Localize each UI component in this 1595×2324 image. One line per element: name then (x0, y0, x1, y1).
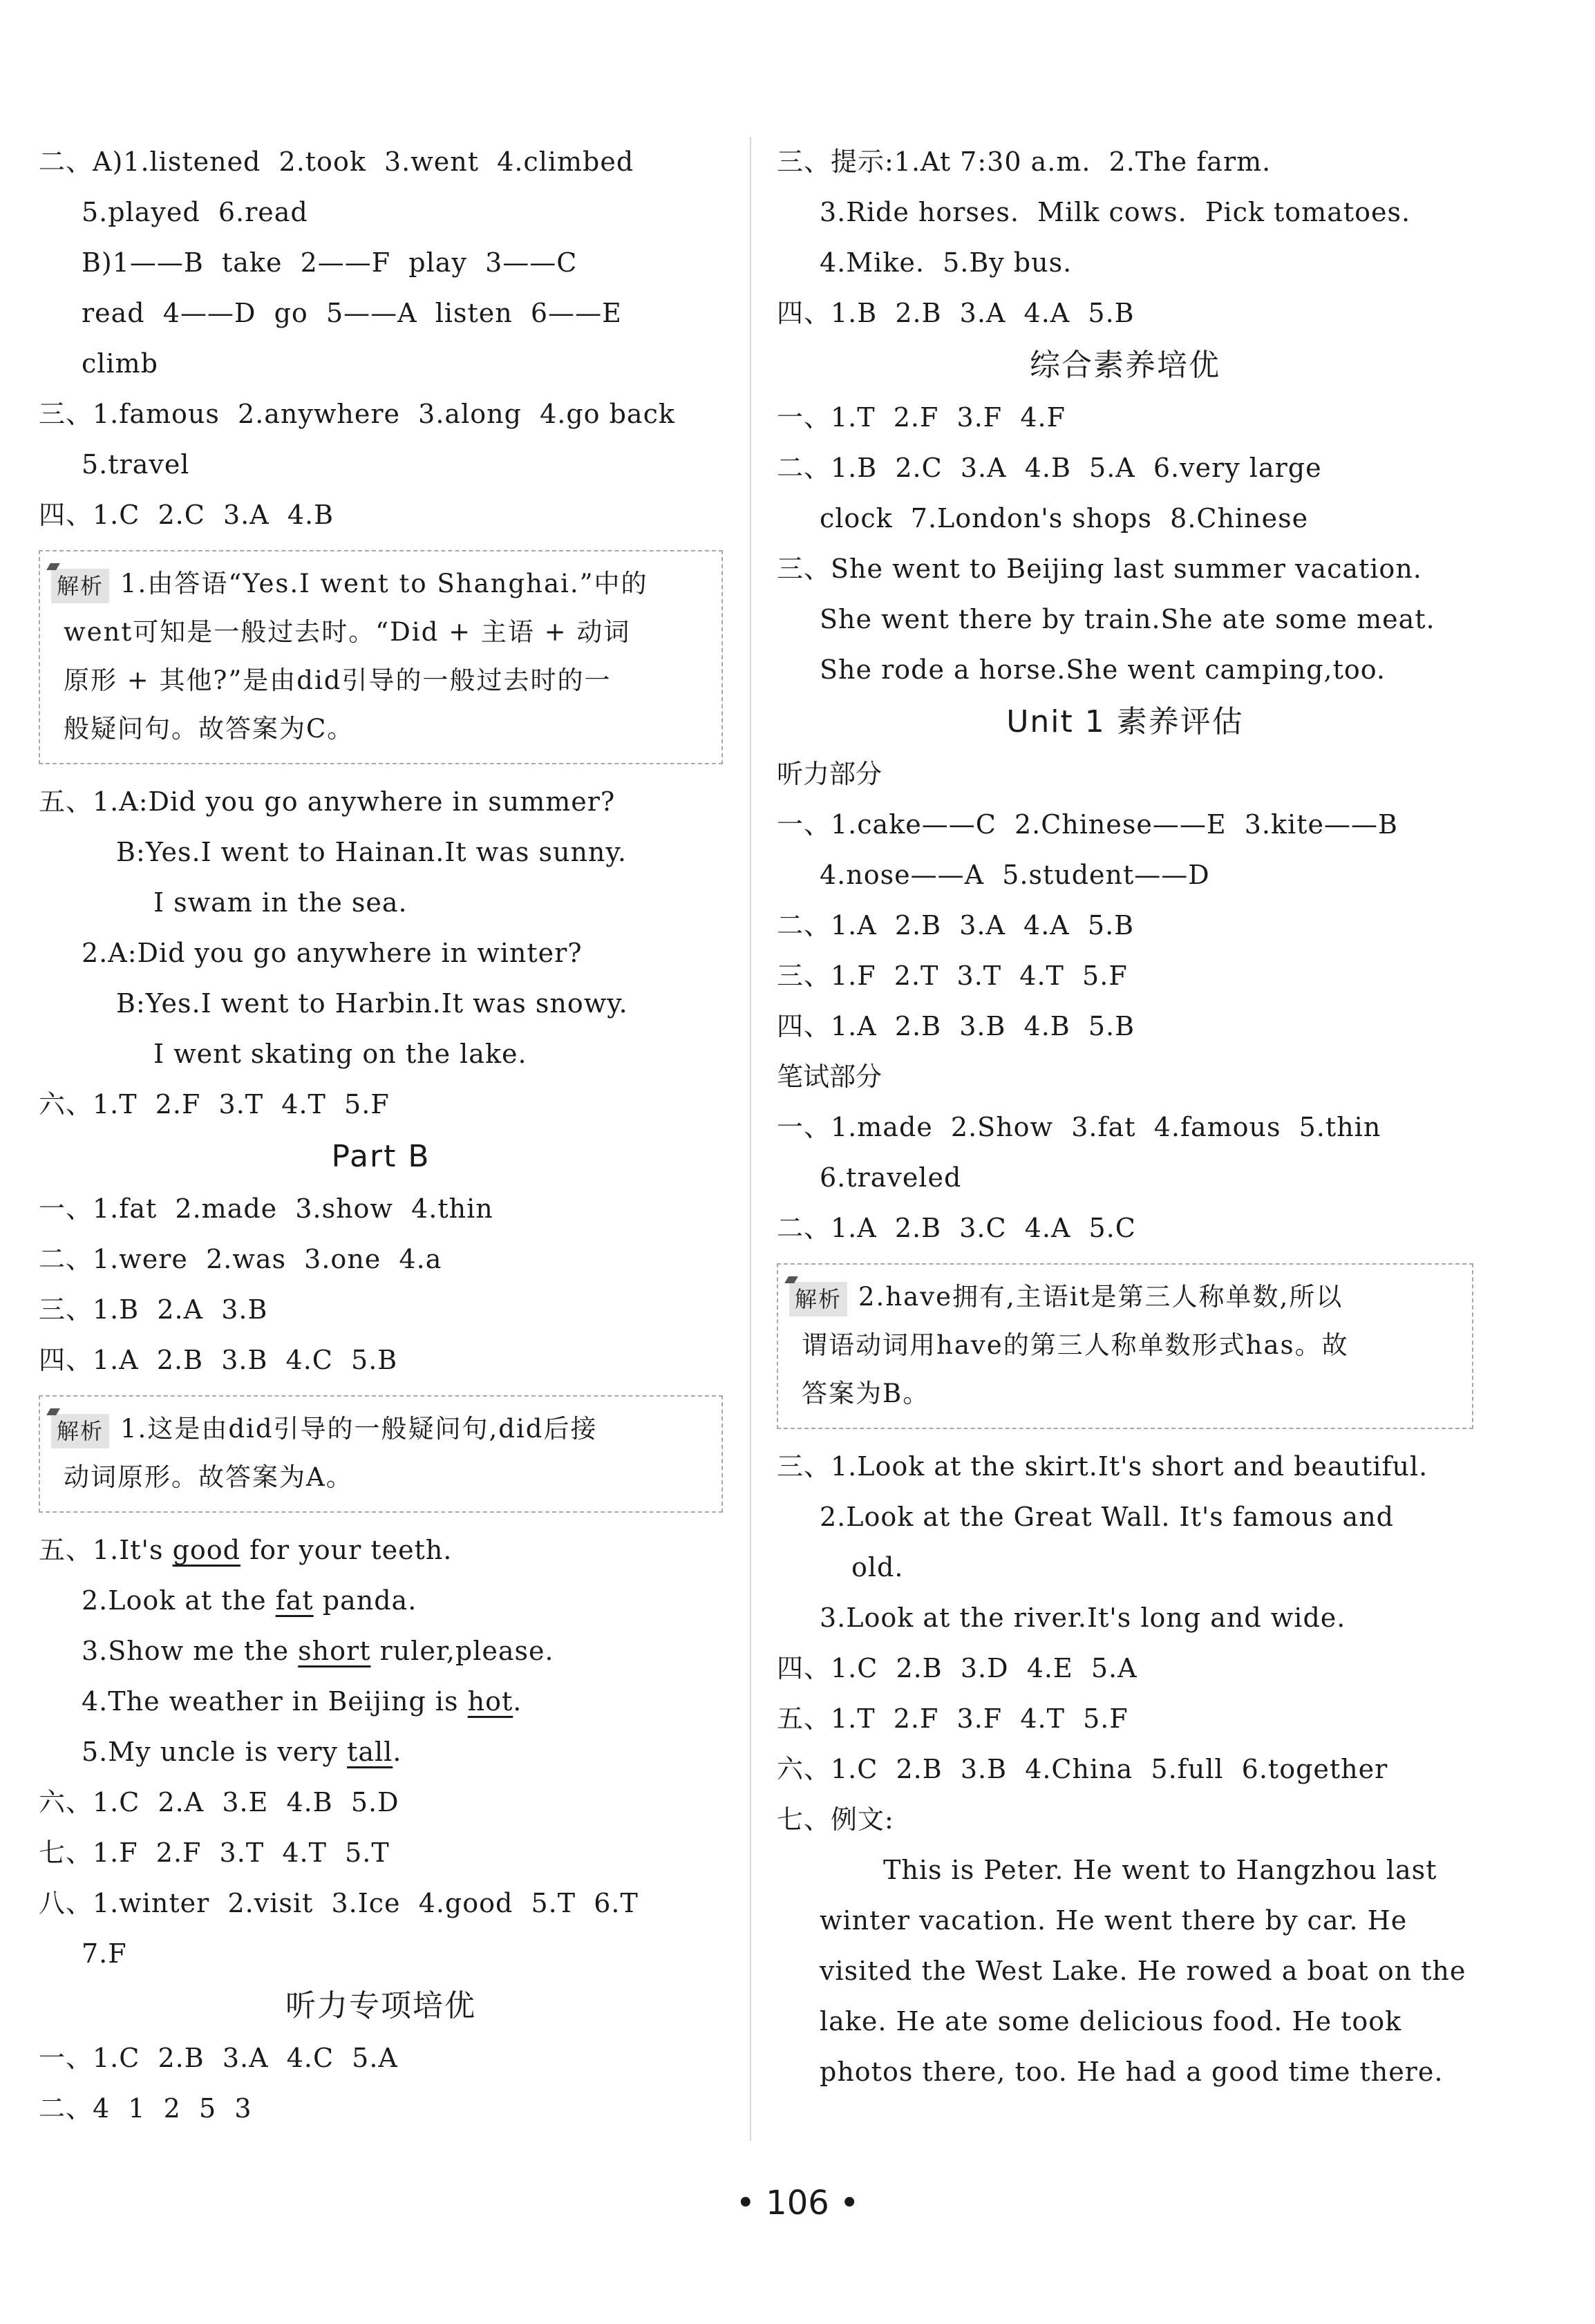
analysis-tag: 解析 (51, 1414, 109, 1448)
analysis-box (39, 550, 723, 764)
answer-line: 六、1.C 2.B 3.B 4.China 5.full 6.together (777, 1754, 1388, 1784)
answer-line: 四、1.A 2.B 3.B 4.C 5.B (39, 1345, 398, 1375)
underlined-word: hot (467, 1686, 513, 1717)
answer-line: B:Yes.I went to Hainan.It was sunny. (116, 837, 627, 867)
analysis-text: 谓语动词用have的第三人称单数形式has。故 (802, 1330, 1349, 1360)
answer-line: read 4——D go 5——A listen 6——E (82, 298, 622, 328)
answer-line: 四、1.C 2.C 3.A 4.B (39, 500, 334, 530)
left-column (39, 137, 723, 2134)
answer-line: 3.Ride horses. Milk cows. Pick tomatoes. (820, 197, 1411, 227)
section-heading: 综合素养培优 (1030, 348, 1220, 383)
sentence-line: 五、1.It's good for your teeth. (39, 1535, 453, 1565)
answer-line: 七、1.F 2.F 3.T 4.T 5.T (39, 1838, 390, 1868)
answer-line: 三、1.Look at the skirt.It's short and beautiful. (777, 1451, 1428, 1482)
answer-line: 二、A)1.listened 2.took 3.went 4.climbed (39, 147, 634, 177)
underlined-word: tall (347, 1737, 393, 1767)
essay-line: visited the West Lake. He rowed a boat on the (820, 1956, 1466, 1986)
answer-line: 一、1.made 2.Show 3.fat 4.famous 5.thin (777, 1112, 1381, 1142)
answer-line: I went skating on the lake. (153, 1039, 527, 1069)
answer-line: 一、1.cake——C 2.Chinese——E 3.kite——B (777, 809, 1398, 840)
underlined-word: fat (275, 1585, 314, 1616)
page-number: • 106 • (735, 2184, 860, 2222)
analysis-text: 般疑问句。故答案为C。 (64, 714, 355, 744)
sentence-line: 3.Show me the short ruler,please. (82, 1636, 554, 1666)
analysis-text: went可知是一般过去时。“Did + 主语 + 动词 (64, 617, 631, 647)
sentence-line: 2.Look at the fat panda. (82, 1585, 417, 1616)
answer-line: 四、1.B 2.B 3.A 4.A 5.B (777, 298, 1135, 328)
underlined-word: short (298, 1636, 371, 1666)
answer-line: 5.travel (82, 449, 190, 480)
essay-line: winter vacation. He went there by car. He (820, 1905, 1408, 1936)
answer-line: 五、1.T 2.F 3.F 4.T 5.F (777, 1703, 1129, 1734)
answer-line: 四、1.A 2.B 3.B 4.B 5.B (777, 1011, 1135, 1041)
answer-line: 一、1.C 2.B 3.A 4.C 5.A (39, 2043, 398, 2073)
answer-line: 4.Mike. 5.By bus. (820, 247, 1073, 278)
answer-line: 2.Look at the Great Wall. It's famous and (820, 1502, 1395, 1532)
answer-line: 一、1.T 2.F 3.F 4.F (777, 402, 1066, 433)
answer-line: 2.A:Did you go anywhere in winter? (82, 938, 583, 968)
answer-line: B:Yes.I went to Harbin.It was snowy. (116, 988, 628, 1019)
answer-line: 三、提示:1.At 7:30 a.m. 2.The farm. (777, 147, 1272, 177)
analysis-tag: 解析 (789, 1282, 847, 1316)
answer-line: 三、1.B 2.A 3.B (39, 1294, 268, 1325)
essay-line: lake. He ate some delicious food. He took (820, 2006, 1402, 2037)
answer-line: 三、1.F 2.T 3.T 4.T 5.F (777, 961, 1128, 991)
essay-line: This is Peter. He went to Hangzhou last (883, 1855, 1437, 1885)
right-column (777, 137, 1473, 2097)
answer-line: 六、1.T 2.F 3.T 4.T 5.F (39, 1089, 390, 1120)
column-divider (750, 137, 751, 2141)
answer-line: 一、1.fat 2.made 3.show 4.thin (39, 1193, 493, 1224)
section-heading: Part B (331, 1139, 431, 1174)
answer-line: old. (851, 1552, 904, 1583)
answer-line: 七、例文: (777, 1804, 894, 1835)
section-heading: Unit 1 素养评估 (1006, 704, 1244, 739)
answer-line: 六、1.C 2.A 3.E 4.B 5.D (39, 1787, 399, 1817)
answer-line: She rode a horse.She went camping,too. (820, 654, 1386, 685)
sentence-line: 4.The weather in Beijing is hot. (82, 1686, 522, 1717)
analysis-box (777, 1263, 1473, 1429)
analysis-text: 1.由答语“Yes.I went to Shanghai.”中的 (120, 569, 648, 598)
analysis-text: 答案为B。 (802, 1379, 930, 1408)
answer-line: 7.F (82, 1938, 127, 1969)
answer-line: 二、1.B 2.C 3.A 4.B 5.A 6.very large (777, 453, 1322, 483)
analysis-text: 2.have拥有,主语it是第三人称单数,所以 (858, 1282, 1343, 1312)
analysis-tag: 解析 (51, 569, 109, 603)
answer-line: 二、4 1 2 5 3 (39, 2093, 252, 2124)
answer-line: 五、1.A:Did you go anywhere in summer? (39, 786, 616, 817)
underlined-word: good (172, 1535, 240, 1565)
answer-line: 四、1.C 2.B 3.D 4.E 5.A (777, 1653, 1138, 1683)
sentence-line: 5.My uncle is very tall. (82, 1737, 402, 1767)
part-label: 听力部分 (777, 759, 883, 789)
answer-line: clock 7.London's shops 8.Chinese (820, 503, 1309, 533)
answer-line: 二、1.A 2.B 3.C 4.A 5.C (777, 1213, 1136, 1243)
answer-line: B)1——B take 2——F play 3——C (82, 247, 578, 278)
answer-line: 二、1.A 2.B 3.A 4.A 5.B (777, 910, 1135, 941)
analysis-text: 1.这是由did引导的一般疑问句,did后接 (120, 1414, 598, 1444)
answer-line: 八、1.winter 2.visit 3.Ice 4.good 5.T 6.T (39, 1888, 639, 1918)
answer-line: She went there by train.She ate some meat. (820, 604, 1435, 634)
essay-line: photos there, too. He had a good time there. (820, 2057, 1444, 2087)
analysis-text: 动词原形。故答案为A。 (64, 1462, 353, 1492)
part-label: 笔试部分 (777, 1061, 883, 1092)
answer-line: 5.played 6.read (82, 197, 308, 227)
section-heading: 听力专项培优 (285, 1988, 476, 2023)
answer-line: 三、1.famous 2.anywhere 3.along 4.go back (39, 399, 675, 429)
analysis-text: 原形 + 其他?”是由did引导的一般过去时的一 (64, 665, 612, 695)
answer-line: climb (82, 348, 158, 379)
answer-line: 4.nose——A 5.student——D (820, 860, 1210, 890)
answer-line: 三、She went to Beijing last summer vacation. (777, 554, 1422, 584)
answer-line: 3.Look at the river.It's long and wide. (820, 1603, 1346, 1633)
answer-line: 6.traveled (820, 1162, 962, 1193)
answer-line: 二、1.were 2.was 3.one 4.a (39, 1244, 442, 1274)
analysis-box (39, 1395, 723, 1513)
answer-line: I swam in the sea. (153, 887, 408, 918)
